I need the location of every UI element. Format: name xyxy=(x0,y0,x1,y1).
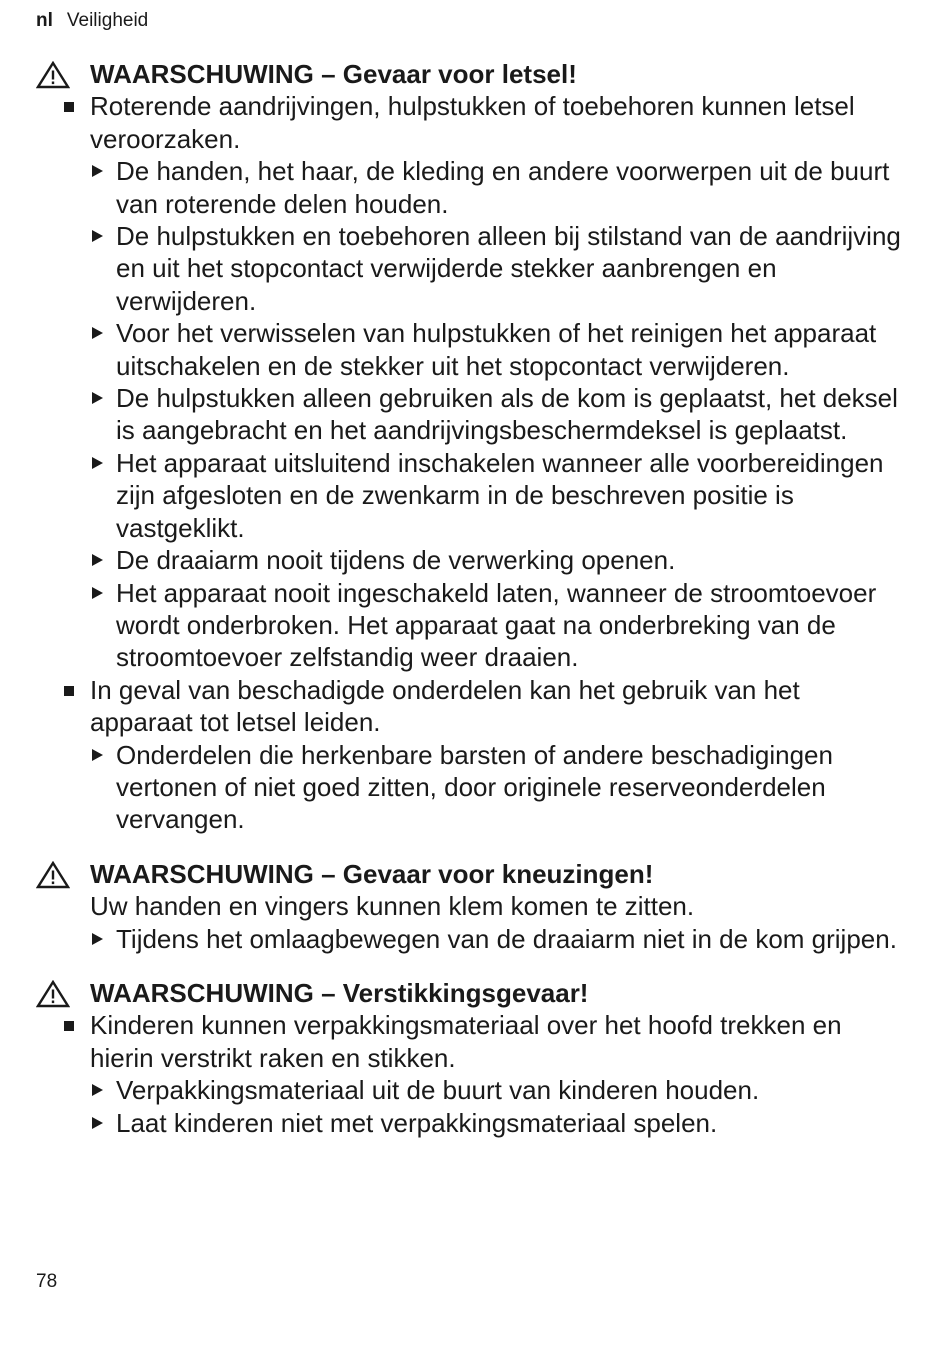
action-item: De draaiarm nooit tijdens de verwerking openen. xyxy=(36,544,906,576)
action-item: De hulpstukken en toebehoren alleen bij stilstand van de aandrijving en uit het stopcontact verwijderde stekker aanbrengen en verwijderen. xyxy=(36,220,906,317)
action-arrow-icon xyxy=(92,392,103,404)
warning-triangle-icon xyxy=(36,980,70,1008)
action-item: De handen, het haar, de kleding en andere voorwerpen uit de buurt van roterende delen houden. xyxy=(36,155,906,220)
warning-title: WAARSCHUWING – Gevaar voor letsel! xyxy=(36,58,906,90)
action-arrow-icon xyxy=(92,933,103,945)
language-code: nl xyxy=(36,10,53,31)
square-bullet-icon xyxy=(64,102,74,112)
action-item: Laat kinderen niet met verpakkingsmateriaal spelen. xyxy=(36,1107,906,1139)
warning-description: Uw handen en vingers kunnen klem komen te zitten. xyxy=(90,891,695,922)
warning-title: WAARSCHUWING – Gevaar voor kneuzingen! xyxy=(36,858,906,890)
action-arrow-icon xyxy=(92,457,103,469)
section-title: Veiligheid xyxy=(66,10,149,31)
warning-block-injury xyxy=(36,58,906,836)
safety-content xyxy=(36,58,906,1161)
square-bullet-icon xyxy=(64,686,74,696)
list-item: Kinderen kunnen verpakkingsmateriaal over het hoofd trekken en hierin verstrikt raken en stikken. xyxy=(36,1009,906,1074)
warning-title: WAARSCHUWING – Verstikkingsgevaar! xyxy=(36,977,906,1009)
action-item: Het apparaat uitsluitend inschakelen wanneer alle voorbereidingen zijn afgesloten en de zwenkarm in de beschreven positie is vastgeklikt. xyxy=(36,447,906,544)
page-header xyxy=(36,9,148,33)
action-arrow-icon xyxy=(92,587,103,599)
list-item: Roterende aandrijvingen, hulpstukken of toebehoren kunnen letsel veroorzaken. xyxy=(36,90,906,155)
action-arrow-icon xyxy=(92,230,103,242)
action-arrow-icon xyxy=(92,554,103,566)
warning-triangle-icon xyxy=(36,861,70,889)
action-item: Onderdelen die herkenbare barsten of andere beschadigingen vertonen of niet goed zitten, door originele reserveonderdelen vervangen. xyxy=(36,739,906,836)
action-arrow-icon xyxy=(92,1084,103,1096)
action-item: De hulpstukken alleen gebruiken als de kom is geplaatst, het deksel is aangebracht en het aandrijvingsbeschermdeksel is geplaatst. xyxy=(36,382,906,447)
warning-block-crushing xyxy=(36,858,906,955)
action-arrow-icon xyxy=(92,327,103,339)
action-arrow-icon xyxy=(92,165,103,177)
warning-block-suffocation xyxy=(36,977,906,1139)
action-item: Voor het verwisselen van hulpstukken of het reinigen het apparaat uitschakelen en de stekker uit het stopcontact verwijderen. xyxy=(36,317,906,382)
action-item: Tijdens het omlaagbewegen van de draaiarm niet in de kom grijpen. xyxy=(36,923,906,955)
page-number: 78 xyxy=(36,1271,58,1292)
list-item: In geval van beschadigde onderdelen kan het gebruik van het apparaat tot letsel leiden. xyxy=(36,674,906,739)
action-item: Verpakkingsmateriaal uit de buurt van kinderen houden. xyxy=(36,1074,906,1106)
square-bullet-icon xyxy=(64,1021,74,1031)
action-item: Het apparaat nooit ingeschakeld laten, wanneer de stroomtoevoer wordt onderbroken. Het apparaat gaat na onderbreking van de stroomtoevoer zelfstandig weer draaien. xyxy=(36,577,906,674)
warning-triangle-icon xyxy=(36,61,70,89)
action-arrow-icon xyxy=(92,1117,103,1129)
action-arrow-icon xyxy=(92,749,103,761)
